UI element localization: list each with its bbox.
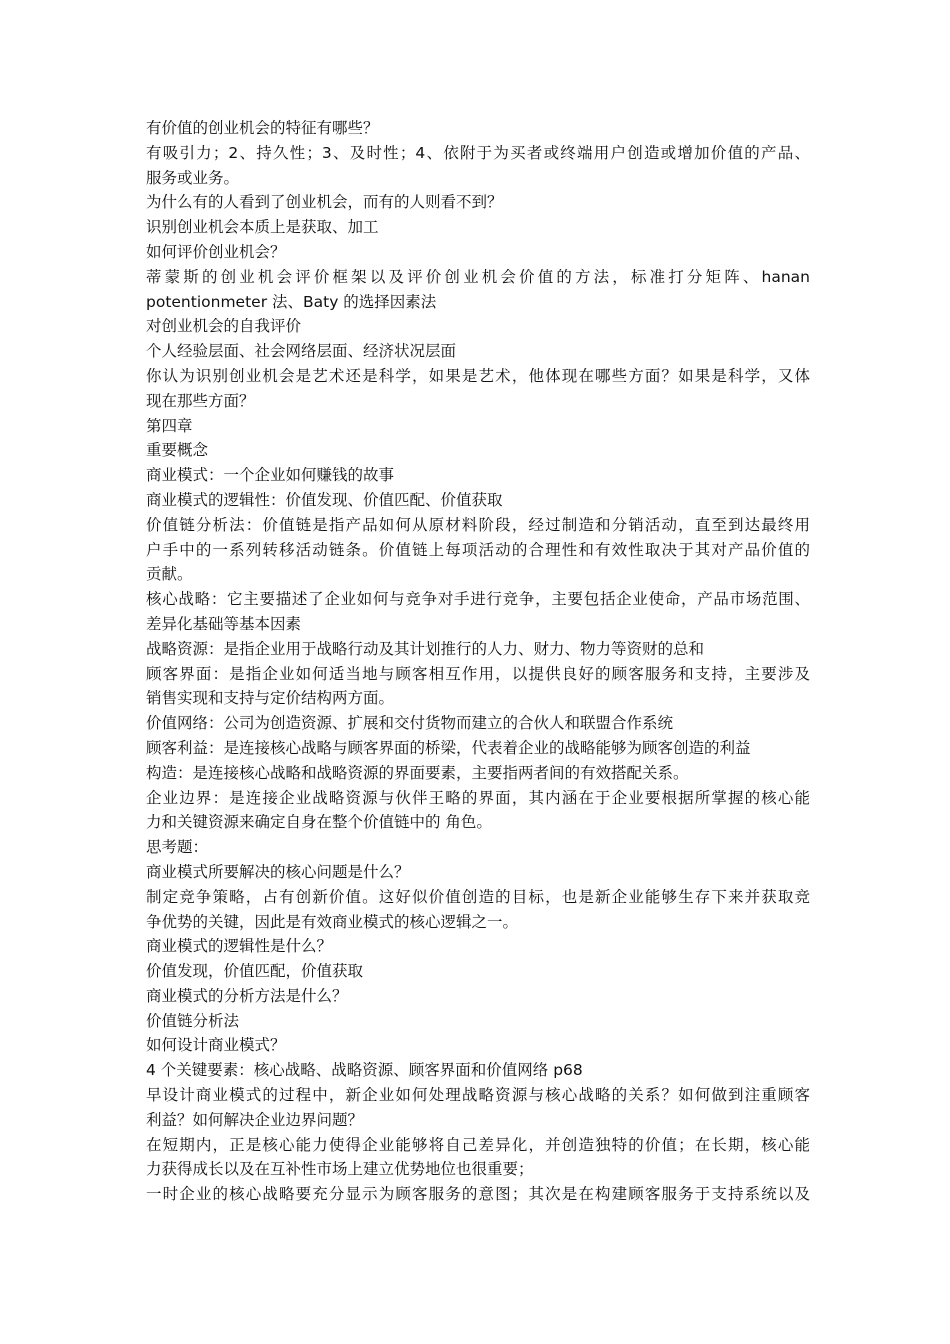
text-line: 商业模式的逻辑性是什么？ <box>146 937 333 956</box>
text-line: 企业边界：是连接企业战略资源与伙伴王略的界面，其内涵在于企业要根据所掌握的核心能 <box>146 788 810 807</box>
text-line: 销售实现和支持与定价结构两方面。 <box>146 689 395 708</box>
text-line: 思考题： <box>146 838 209 857</box>
text-line: 战略资源：是指企业用于战略行动及其计划推行的人力、财力、物力等资财的总和 <box>146 639 705 658</box>
text-line: 构造：是连接核心战略和战略资源的界面要素，主要指两者间的有效搭配关系。 <box>146 763 689 782</box>
text-line: 制定竞争策略，占有创新价值。这好似价值创造的目标，也是新企业能够生存下来并获取竞 <box>146 887 810 906</box>
text-line: 为什么有的人看到了创业机会，而有的人则看不到？ <box>146 193 503 212</box>
text-line: 4 个关键要素：核心战略、战略资源、顾客界面和价值网络 p68 <box>146 1061 583 1080</box>
text-line: 利益？如何解决企业边界问题？ <box>146 1110 364 1129</box>
text-line: 第四章 <box>146 416 193 435</box>
text-line: 现在那些方面？ <box>146 391 255 410</box>
text-line: 价值链分析法：价值链是指产品如何从原材料阶段，经过制造和分销活动，直至到达最终用 <box>146 515 810 534</box>
text-line: 商业模式：一个企业如何赚钱的故事 <box>146 466 395 485</box>
text-line: 商业模式所要解决的核心问题是什么？ <box>146 862 410 881</box>
text-line: 在短期内，正是核心能力使得企业能够将自己差异化，并创造独特的价值；在长期，核心能 <box>146 1135 810 1154</box>
text-line: 对创业机会的自我评价 <box>146 317 302 336</box>
text-line: 价值链分析法 <box>146 1011 240 1030</box>
text-line: 如何设计商业模式？ <box>146 1036 286 1055</box>
text-line: 户手中的一系列转移活动链条。价值链上每项活动的合理性和有效性取决于其对产品价值的 <box>146 540 810 559</box>
text-line: 重要概念 <box>146 441 209 460</box>
text-line: 核心战略：它主要描述了企业如何与竞争对手进行竞争，主要包括企业使命，产品市场范围、 <box>146 590 810 609</box>
document-page <box>146 116 810 1207</box>
text-line: 商业模式的逻辑性：价值发现、价值匹配、价值获取 <box>146 490 503 509</box>
text-line: 价值发现，价值匹配，价值获取 <box>146 962 364 981</box>
text-line: 有价值的创业机会的特征有哪些？ <box>146 119 379 137</box>
text-line: 顾客利益：是连接核心战略与顾客界面的桥梁，代表着企业的战略能够为顾客创造的利益 <box>146 738 751 757</box>
text-line: 服务或业务。 <box>146 168 240 187</box>
text-line: 价值网络：公司为创造资源、扩展和交付货物而建立的合伙人和联盟合作系统 <box>146 714 674 733</box>
text-line: 如何评价创业机会？ <box>146 242 286 261</box>
text-line: 争优势的关键，因此是有效商业模式的核心逻辑之一。 <box>146 912 519 931</box>
text-line: 力和关键资源来确定自身在整个价值链中的 角色。 <box>146 813 492 832</box>
text-line: 识别创业机会本质上是获取、加工 <box>146 218 379 237</box>
text-line: 商业模式的分析方法是什么？ <box>146 986 348 1005</box>
text-line: 力获得成长以及在互补性市场上建立优势地位也很重要； <box>146 1160 534 1179</box>
text-line: 蒂蒙斯的创业机会评价框架以及评价创业机会价值的方法，标准打分矩阵、hanan <box>146 267 810 286</box>
text-line: 一时企业的核心战略要充分显示为顾客服务的意图；其次是在构建顾客服务于支持系统以及 <box>146 1185 810 1204</box>
text-line: 有吸引力；2、持久性；3、及时性；4、依附于为买者或终端用户创造或增加价值的产品、 <box>146 143 810 162</box>
text-line: 贡献。 <box>146 565 193 584</box>
text-line: 个人经验层面、社会网络层面、经济状况层面 <box>146 342 457 361</box>
text-line: 顾客界面：是指企业如何适当地与顾客相互作用，以提供良好的顾客服务和支持，主要涉及 <box>146 664 810 683</box>
text-line: 早设计商业模式的过程中，新企业如何处理战略资源与核心战略的关系？如何做到注重顾客 <box>146 1086 810 1105</box>
text-line: 差异化基础等基本因素 <box>146 614 302 633</box>
text-line: 你认为识别创业机会是艺术还是科学，如果是艺术，他体现在哪些方面？如果是科学，又体 <box>146 366 810 385</box>
text-line: potentionmeter 法、Baty 的选择因素法 <box>146 292 437 311</box>
